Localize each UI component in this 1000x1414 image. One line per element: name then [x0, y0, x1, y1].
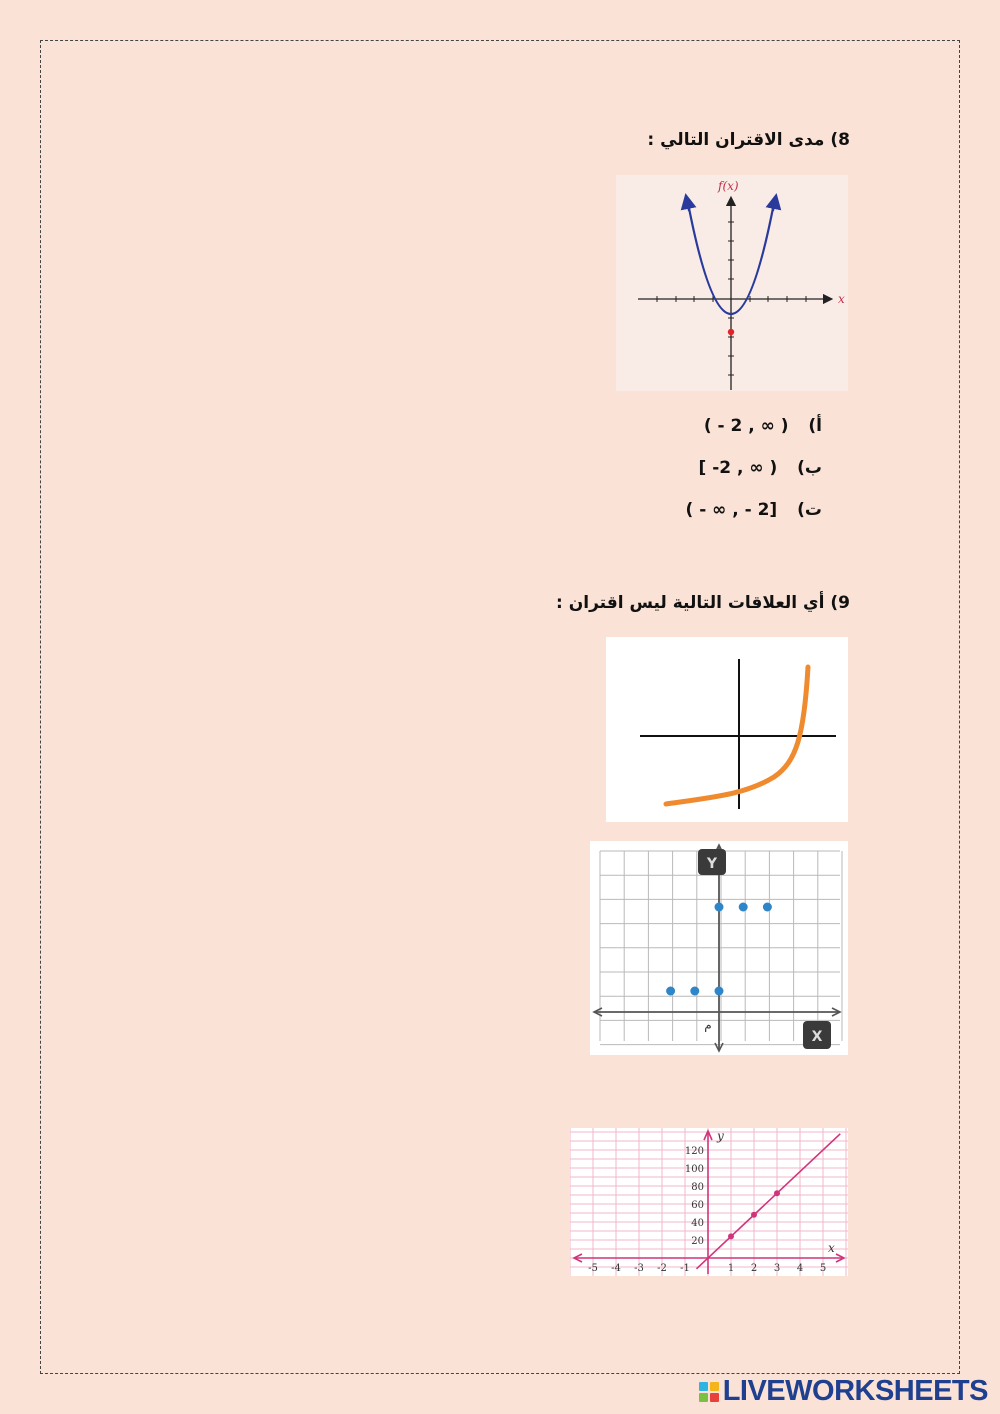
x-tick--2: -2	[657, 1263, 667, 1274]
x-label-text: X	[811, 1029, 823, 1045]
x-tick--3: -3	[634, 1263, 644, 1274]
dot-point-4	[739, 903, 748, 912]
line-point-3	[774, 1190, 780, 1196]
dot-grid-graph[interactable]	[590, 841, 848, 1055]
line-x-label: x	[828, 1241, 835, 1255]
x-tick-5: 5	[819, 1263, 827, 1274]
parabola-graph	[616, 175, 848, 391]
line-graph[interactable]	[570, 1128, 848, 1276]
q8-option-c[interactable]	[686, 500, 822, 520]
y-label-text: Y	[706, 856, 718, 872]
liveworksheets-logo-icon	[699, 1382, 719, 1402]
y-tick-120: 120	[684, 1146, 704, 1157]
dot-point-0	[666, 987, 675, 996]
y-tick-60: 60	[691, 1200, 704, 1211]
x-tick-3: 3	[773, 1263, 781, 1274]
liveworksheets-brand[interactable]	[699, 1375, 988, 1408]
q8-option-c-value: ( - ∞ , - 2]	[685, 500, 778, 520]
question-8-title: 8) مدى الاقتران التالي :	[647, 130, 850, 150]
x-tick--1: -1	[680, 1263, 690, 1274]
x-tick-2: 2	[750, 1263, 758, 1274]
dot-point-3	[715, 903, 724, 912]
q8-option-a-letter: أ)	[808, 416, 822, 436]
x-tick--4: -4	[611, 1263, 621, 1274]
y-tick-100: 100	[684, 1164, 704, 1175]
origin-label: م	[704, 1018, 712, 1032]
y-tick-20: 20	[691, 1236, 704, 1247]
q8-option-b-value: [ -2 , ∞ )	[698, 458, 778, 478]
x-tick-4: 4	[796, 1263, 804, 1274]
y-tick-40: 40	[691, 1218, 704, 1229]
dot-point-5	[763, 903, 772, 912]
x-tick--5: -5	[588, 1263, 598, 1274]
dot-point-1	[690, 987, 699, 996]
line-y-label: y	[717, 1129, 724, 1143]
q8-option-a-value: ( - 2 , ∞ )	[703, 416, 789, 436]
line-point-2	[751, 1212, 757, 1218]
orange-curve-graph[interactable]	[606, 637, 848, 822]
line-point-1	[728, 1233, 734, 1239]
q8-option-c-letter: ت)	[797, 500, 822, 520]
q8-option-b[interactable]	[699, 458, 823, 478]
y-tick-80: 80	[691, 1182, 704, 1193]
brand-text: LIVEWORKSHEETS	[722, 1375, 988, 1407]
dot-point-2	[715, 987, 724, 996]
q8-option-b-letter: ب)	[797, 458, 822, 478]
parabola-x-axis-label: x	[838, 292, 845, 306]
question-9-title: 9) أي العلاقات التالية ليس اقتران :	[556, 593, 850, 613]
parabola-y-axis-label: f(x)	[718, 179, 739, 193]
q8-option-a[interactable]	[704, 416, 822, 436]
x-tick-1: 1	[727, 1263, 735, 1274]
